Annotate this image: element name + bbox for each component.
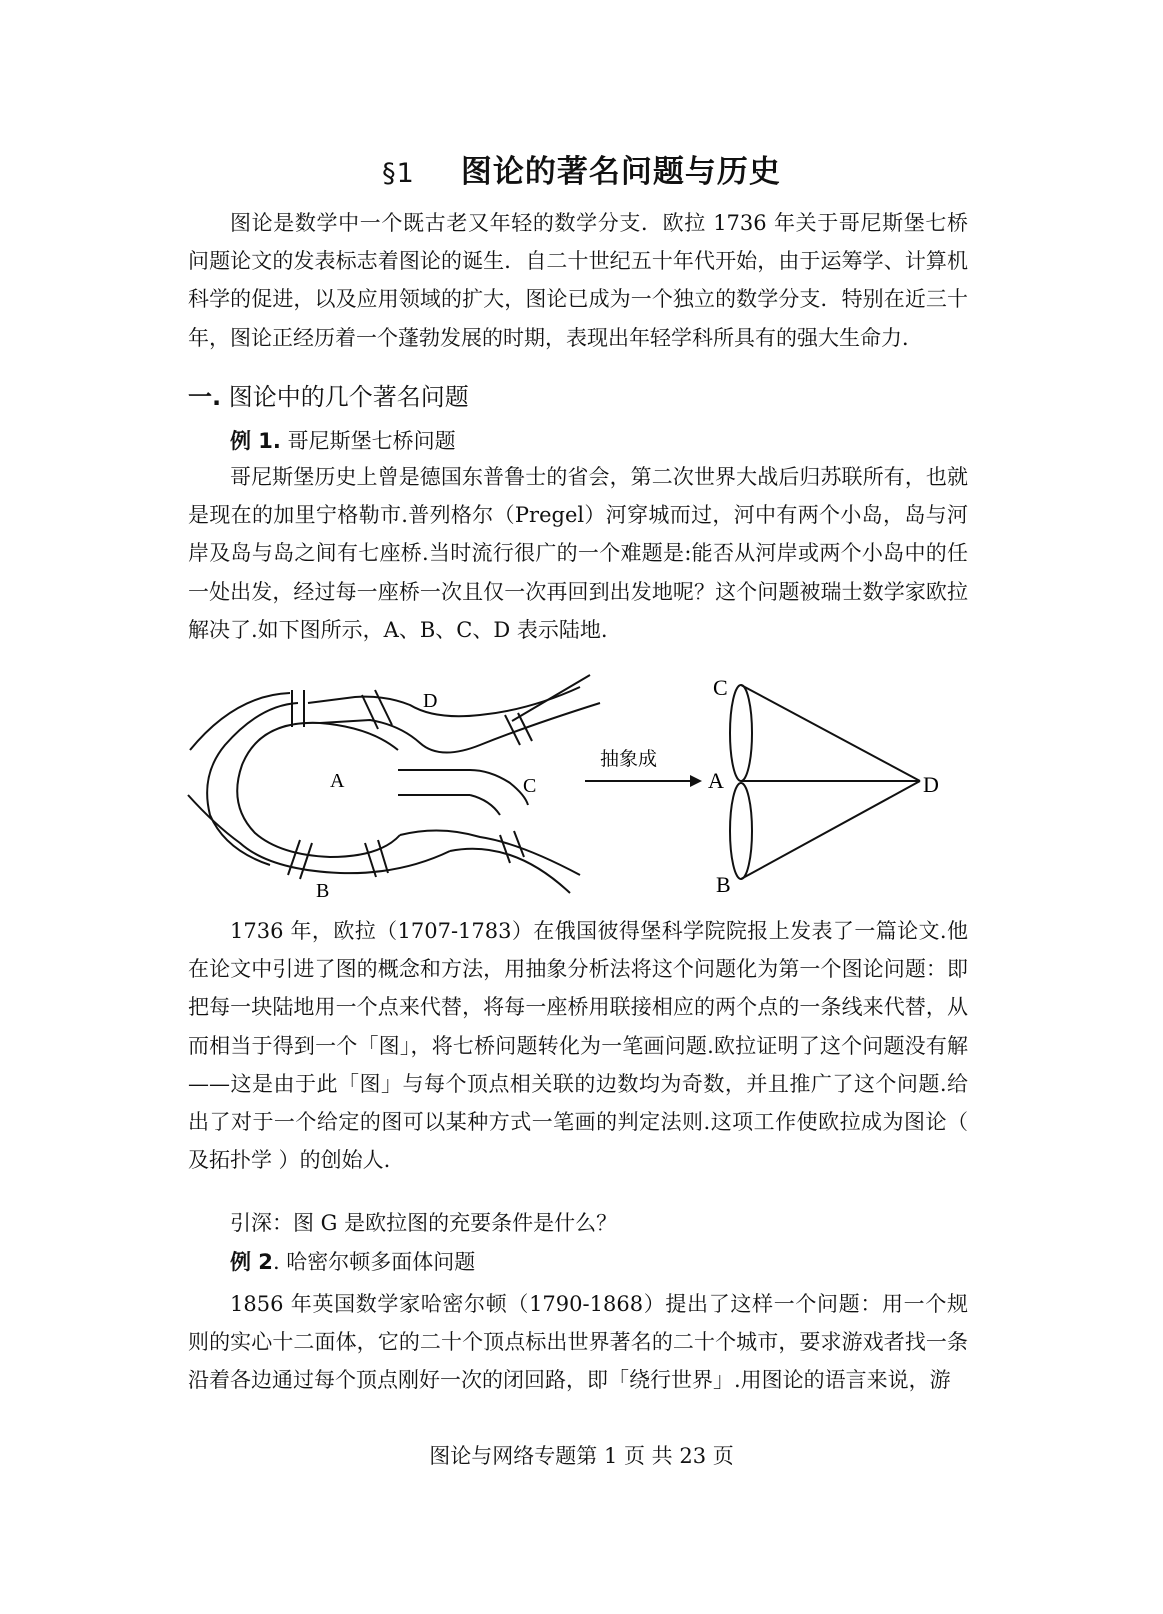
history-paragraph: 1736 年，欧拉（1707-1783）在俄国彼得堡科学院院报上发表了一篇论文.他在论文中引进了图的概念和方法，用抽象分析法将这个问题化为第一个图论问题：即把每一块陆地用一个点来代替，将每一座桥用联接相应的两个点的一条线来代替，从而相当于得到一个「图」，将七桥问题转化为一笔画问题.欧拉证明了这个问题没有解——这是由于此「图」与每个顶点相关联的边数均为奇数，并且推广了这个问题.给出了对于一个给定的图可以某种方式一笔画的判定法则.这项工作使欧拉成为图论（ 及拓扑学 ）的创始人. bbox=[188, 919, 968, 1173]
title-text: 图论的著名问题与历史 bbox=[460, 154, 781, 190]
river-map bbox=[188, 675, 600, 893]
example-2-heading bbox=[230, 1246, 475, 1276]
map-label-c: C bbox=[523, 775, 537, 797]
example-1-label: 例 1. bbox=[230, 429, 281, 453]
graph-label-a: A bbox=[708, 768, 724, 793]
page-footer: 图论与网络专题第 1 页 共 23 页 bbox=[429, 1444, 734, 1468]
graph-label-d: D bbox=[923, 772, 939, 797]
arrow bbox=[585, 775, 702, 787]
page-title bbox=[0, 146, 1163, 191]
graph bbox=[730, 685, 920, 879]
question-line: 引深：图 G 是欧拉图的充要条件是什么？ bbox=[230, 1211, 618, 1235]
graph-label-c: C bbox=[713, 675, 728, 700]
konigsberg-figure bbox=[180, 665, 960, 905]
section-heading bbox=[188, 377, 469, 412]
example-2-label: 例 2 bbox=[230, 1250, 273, 1274]
map-label-d: D bbox=[423, 690, 438, 712]
section-symbol: §1 bbox=[382, 158, 415, 189]
section-number: 一. bbox=[188, 383, 222, 411]
example-1-heading bbox=[230, 425, 456, 455]
example-1-title: 哥尼斯堡七桥问题 bbox=[287, 429, 456, 453]
intro-paragraph: 图论是数学中一个既古老又年轻的数学分支．欧拉 1736 年关于哥尼斯堡七桥问题论文的发表标志着图论的诞生．自二十世纪五十年代开始，由于运筹学、计算机科学的促进，以及应用领域的扩大，图论已成为一个独立的数学分支．特别在近三十年，图论正经历着一个蓬勃发展的时期，表现出年轻学科所具有的强大生命力． bbox=[188, 211, 968, 350]
arrow-label: 抽象成 bbox=[600, 748, 658, 770]
graph-label-b: B bbox=[716, 872, 731, 897]
map-label-b: B bbox=[316, 880, 330, 902]
map-label-a: A bbox=[330, 770, 345, 792]
section-heading-text: 图论中的几个著名问题 bbox=[228, 383, 469, 411]
example-1-paragraph: 哥尼斯堡历史上曾是德国东普鲁士的省会，第二次世界大战后归苏联所有，也就是现在的加里宁格勒市.普列格尔（Pregel）河穿城而过，河中有两个小岛，岛与河岸及岛与岛之间有七座桥.当时流行很广的一个难题是:能否从河岸或两个小岛中的任一处出发，经过每一座桥一次且仅一次再回到出发地呢？这个问题被瑞士数学家欧拉解决了.如下图所示，A、B、C、D 表示陆地. bbox=[188, 465, 968, 642]
example-2-title: . 哈密尔顿多面体问题 bbox=[272, 1250, 476, 1274]
example-2-paragraph: 1856 年英国数学家哈密尔顿（1790-1868）提出了这样一个问题：用一个规则的实心十二面体，它的二十个顶点标出世界著名的二十个城市，要求游戏者找一条沿着各边通过每个顶点刚好一次的闭回路，即「绕行世界」.用图论的语言来说，游 bbox=[188, 1292, 968, 1393]
